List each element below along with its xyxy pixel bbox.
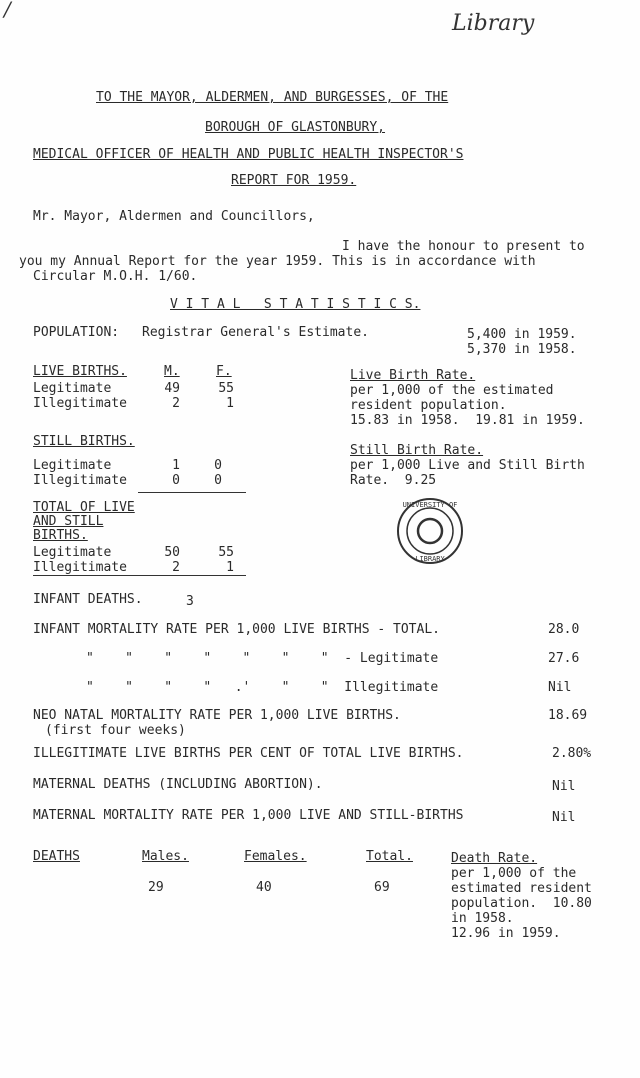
death-rate-line-2: estimated resident	[451, 881, 592, 896]
death-rate-line-4: in 1958.	[451, 911, 514, 926]
stat-value-maternal-rate: Nil	[552, 810, 576, 825]
addressee-line: TO THE MAYOR, ALDERMEN, AND BURGESSES, OF THE	[96, 90, 449, 105]
still-births-heading: STILL BIRTHS.	[33, 434, 135, 449]
still-birth-rate-heading: Still Birth Rate.	[350, 443, 484, 458]
population-1958: 5,370 in 1958.	[467, 342, 577, 357]
population-1959: 5,400 in 1959.	[467, 327, 577, 342]
total-legit-label: Legitimate	[33, 545, 112, 560]
col-females-heading: F.	[216, 364, 232, 379]
report-title: REPORT FOR 1959.	[231, 173, 357, 188]
live-birth-rate-line-2: resident population.	[350, 398, 507, 413]
stat-label-infant-illegit: " " " " .' " " Illegitimate	[86, 680, 439, 695]
total-births-heading-1: TOTAL OF LIVE	[33, 500, 135, 515]
corner-mark: /	[4, 0, 11, 21]
deaths-females-value: 40	[256, 880, 272, 895]
death-rate-line-1: per 1,000 of the	[451, 866, 577, 881]
library-seal-stamp	[395, 496, 465, 566]
stat-value-infant-total: 28.0	[548, 622, 580, 637]
still-legit-label: Legitimate	[33, 458, 112, 473]
still-births-rule	[138, 492, 246, 493]
intro-line-3: Circular M.O.H. 1/60.	[33, 269, 198, 284]
still-illegit-m: 0	[172, 473, 180, 488]
stat-value-infant-illegit: Nil	[548, 680, 572, 695]
total-legit-m: 50	[164, 545, 180, 560]
still-legit-m: 1	[172, 458, 180, 473]
deaths-heading: DEATHS	[33, 849, 80, 864]
death-rate-heading: Death Rate.	[451, 851, 538, 866]
stat-value-maternal-deaths: Nil	[552, 779, 576, 794]
still-birth-rate-line-1: per 1,000 Live and Still Birth	[350, 458, 585, 473]
live-legit-label: Legitimate	[33, 381, 112, 396]
infant-deaths-label: INFANT DEATHS.	[33, 592, 143, 607]
svg-text:UNIVERSITY OF: UNIVERSITY OF	[402, 501, 458, 509]
stat-label-illegit-percent: ILLEGITIMATE LIVE BIRTHS PER CENT OF TOTAL LIVE BIRTHS.	[33, 746, 464, 761]
deaths-males-label: Males.	[142, 849, 189, 864]
death-rate-line-3: population. 10.80	[451, 896, 592, 911]
borough-line: BOROUGH OF GLASTONBURY,	[205, 120, 386, 135]
stat-value-neonatal: 18.69	[548, 708, 588, 723]
still-illegit-f: 0	[214, 473, 222, 488]
deaths-total-value: 69	[374, 880, 390, 895]
officer-line: MEDICAL OFFICER OF HEALTH AND PUBLIC HEALTH INSPECTOR'S	[33, 147, 464, 162]
live-illegit-label: Illegitimate	[33, 396, 127, 411]
stat-label-infant-total: INFANT MORTALITY RATE PER 1,000 LIVE BIRTHS - TOTAL.	[33, 622, 440, 637]
total-illegit-m: 2	[172, 560, 180, 575]
live-birth-rate-line-3: 15.83 in 1958. 19.81 in 1959.	[350, 413, 585, 428]
col-males-heading: M.	[164, 364, 180, 379]
stat-label-infant-legit: " " " " " " " - Legitimate	[86, 651, 439, 666]
still-birth-rate-line-2: Rate. 9.25	[350, 473, 437, 488]
still-illegit-label: Illegitimate	[33, 473, 127, 488]
total-births-heading-3: BIRTHS.	[33, 528, 88, 543]
total-illegit-label: Illegitimate	[33, 560, 127, 575]
total-legit-f: 55	[218, 545, 234, 560]
total-illegit-f: 1	[226, 560, 234, 575]
deaths-females-label: Females.	[244, 849, 307, 864]
live-illegit-f: 1	[226, 396, 234, 411]
live-legit-m: 49	[164, 381, 180, 396]
stat-value-illegit-percent: 2.80%	[552, 746, 592, 761]
population-label: POPULATION:	[33, 325, 120, 340]
vital-statistics-heading: V I T A L S T A T I S T I C S.	[170, 297, 421, 312]
live-births-heading: LIVE BIRTHS.	[33, 364, 127, 379]
total-births-rule	[33, 575, 246, 576]
intro-line-1: I have the honour to present to	[342, 239, 585, 254]
total-births-heading-2: AND STILL	[33, 514, 104, 529]
infant-deaths-value: 3	[186, 594, 194, 609]
library-stamp: Library	[452, 11, 535, 36]
live-illegit-m: 2	[172, 396, 180, 411]
live-birth-rate-heading: Live Birth Rate.	[350, 368, 476, 383]
stat-sublabel-neonatal: (first four weeks)	[45, 723, 186, 738]
population-source: Registrar General's Estimate.	[142, 325, 369, 340]
intro-line-2: you my Annual Report for the year 1959. This is in accordance with	[19, 254, 536, 269]
deaths-total-label: Total.	[366, 849, 413, 864]
stat-value-infant-legit: 27.6	[548, 651, 580, 666]
death-rate-line-5: 12.96 in 1959.	[451, 926, 561, 941]
svg-text:LIBRARY: LIBRARY	[415, 555, 445, 563]
stat-label-neonatal: NEO NATAL MORTALITY RATE PER 1,000 LIVE BIRTHS.	[33, 708, 401, 723]
stat-label-maternal-deaths: MATERNAL DEATHS (INCLUDING ABORTION).	[33, 777, 323, 792]
still-legit-f: 0	[214, 458, 222, 473]
stat-label-maternal-rate: MATERNAL MORTALITY RATE PER 1,000 LIVE AND STILL-BIRTHS	[33, 808, 464, 823]
live-birth-rate-line-1: per 1,000 of the estimated	[350, 383, 554, 398]
live-legit-f: 55	[218, 381, 234, 396]
deaths-males-value: 29	[148, 880, 164, 895]
salutation: Mr. Mayor, Aldermen and Councillors,	[33, 209, 315, 224]
